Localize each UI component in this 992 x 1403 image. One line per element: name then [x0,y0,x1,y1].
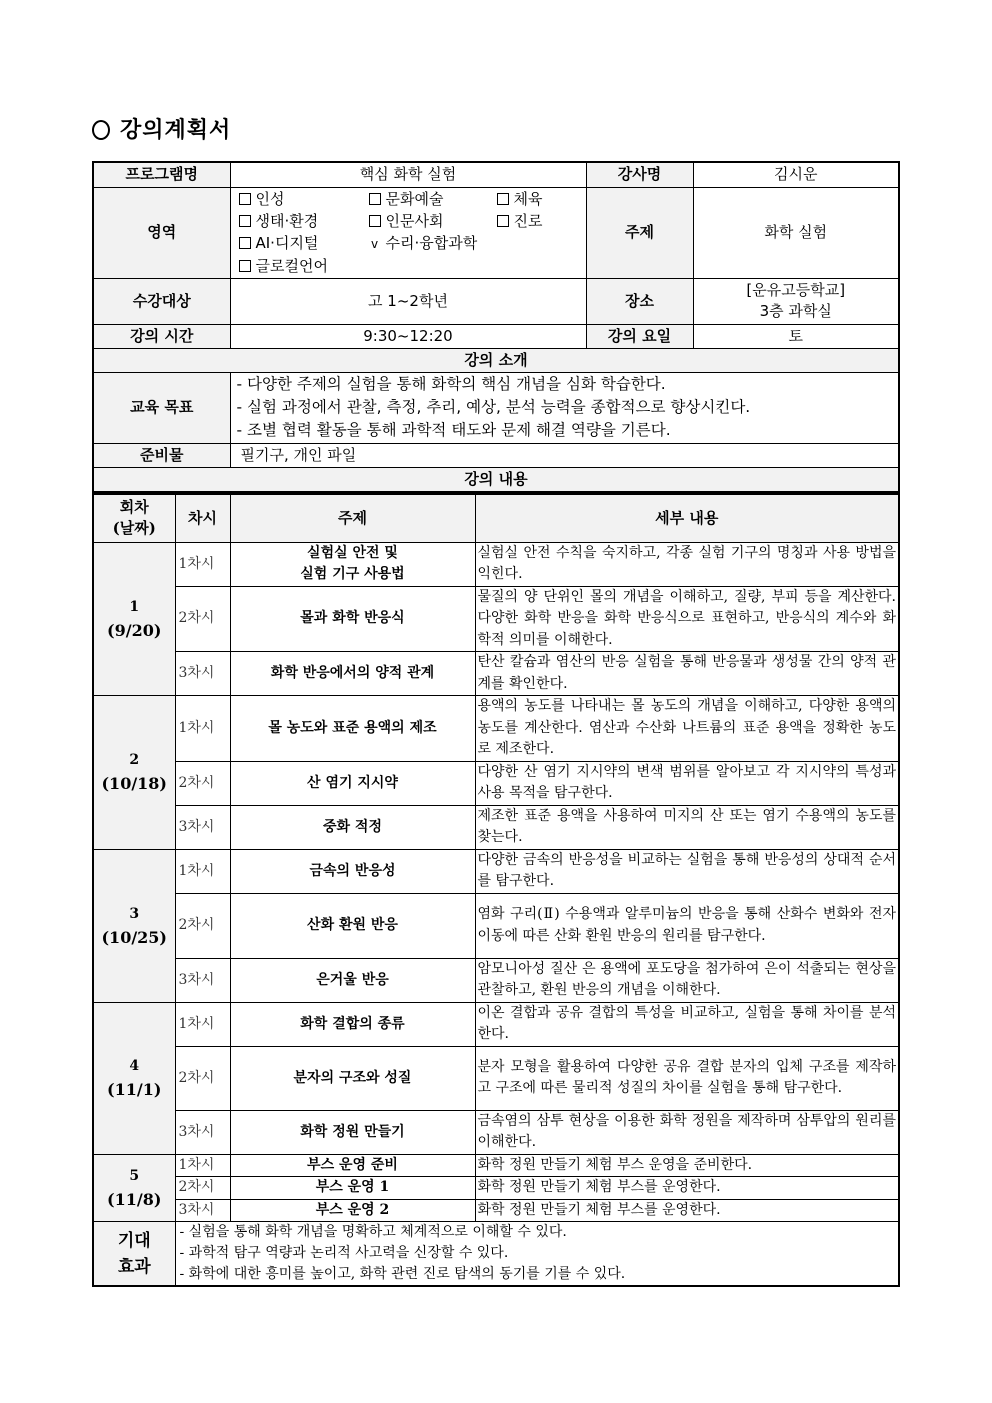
topic-cell: 산화 환원 반응 [230,893,475,958]
checkbox-icon[interactable] [239,215,251,227]
detail-cell: 실험실 안전 수칙을 숙지하고, 각종 실험 기구의 명칭과 사용 방법을 익힌다. [475,542,899,586]
checkbox-icon[interactable] [239,260,251,272]
area-option[interactable]: 글로컬언어 [239,255,586,277]
area-option[interactable]: 문화예술 [369,188,497,210]
day-value: 토 [693,324,899,348]
header-topic: 주제 [230,494,475,542]
checkbox-icon[interactable] [239,193,251,205]
circle-icon [92,120,110,140]
session-cell: 1차시 [175,542,230,586]
session-cell: 3차시 [175,958,230,1002]
effect-item: - 화학에 대한 흥미를 높이고, 화학 관련 진로 탐색의 동기를 기를 수 있다. [179,1266,626,1282]
area-option[interactable]: AI·디지털 [239,232,369,255]
table-row [93,1199,899,1222]
detail-cell: 용액의 농도를 나타내는 몰 농도의 개념을 이해하고, 다양한 용액의 농도를 계산한다. 염산과 수산화 나트륨의 표준 용액을 정확한 농도로 제조한다. [475,696,899,762]
round-cell: 4 (11/1) [93,1002,175,1154]
detail-cell: 탄산 칼슘과 염산의 반응 실험을 통해 반응물과 생성물 간의 양적 관계를 확인한다. [475,652,899,696]
session-cell: 2차시 [175,1177,230,1200]
detail-cell: 다양한 산 염기 지시약의 변색 범위를 알아보고 각 지시약의 특성과 사용 목적을 탐구한다. [475,761,899,805]
subject-value: 화학 실험 [693,187,899,278]
effects-list [175,1222,899,1287]
program-label: 프로그램명 [93,162,230,187]
place-label: 장소 [586,278,693,324]
session-cell: 1차시 [175,849,230,893]
detail-cell: 화학 정원 만들기 체험 부스 운영을 준비한다. [475,1154,899,1177]
area-option[interactable]: 인성 [239,188,369,210]
area-option-selected[interactable]: v 수리·융합과학 [369,232,586,255]
area-option[interactable]: 진로 [497,210,586,232]
goal-item: - 조별 협력 활동을 통해 과학적 태도와 문제 해결 역량을 기른다. [236,421,671,439]
session-cell: 3차시 [175,652,230,696]
effect-item: - 실험을 통해 화학 개념을 명확하고 체계적으로 이해할 수 있다. [179,1224,567,1240]
table-row [93,696,899,762]
instructor-label: 강사명 [586,162,693,187]
detail-cell: 금속염의 삼투 현상을 이용한 화학 정원을 제작하며 삼투압의 원리를 이해한다. [475,1110,899,1154]
target-value: 고 1~2학년 [230,278,586,324]
session-cell: 2차시 [175,761,230,805]
round-cell: 3 (10/25) [93,849,175,1002]
round-cell: 2 (10/18) [93,696,175,850]
checkbox-icon[interactable] [497,193,509,205]
checkbox-icon[interactable] [369,193,381,205]
detail-cell: 물질의 양 단위인 몰의 개념을 이해하고, 질량, 부피 등을 계산한다. 다양한 화학 반응을 화학 반응식으로 표현하고, 반응식의 계수와 화학적 의미를 이해한다. [475,586,899,652]
area-checklist [230,187,586,278]
table-row [93,1177,899,1200]
topic-cell: 화학 반응에서의 양적 관계 [230,652,475,696]
round-cell: 1 (9/20) [93,542,175,696]
table-row [93,849,899,893]
topic-cell: 분자의 구조와 성질 [230,1046,475,1110]
detail-cell: 분자 모형을 활용하여 다양한 공유 결합 분자의 입체 구조를 제작하고 구조에 따른 물리적 성질의 차이를 실험을 통해 탐구한다. [475,1046,899,1110]
topic-cell: 산 염기 지시약 [230,761,475,805]
session-cell: 2차시 [175,893,230,958]
session-cell: 3차시 [175,1110,230,1154]
document-title: 강의계획서 [92,113,231,144]
detail-cell: 암모니아성 질산 은 용액에 포도당을 첨가하여 은이 석출되는 현상을 관찰하고, 환원 반응의 개념을 이해한다. [475,958,899,1002]
table-row [93,586,899,652]
day-label: 강의 요일 [586,324,693,348]
instructor-value: 김시운 [693,162,899,187]
time-value: 9:30~12:20 [230,324,586,348]
time-label: 강의 시간 [93,324,230,348]
session-cell: 1차시 [175,696,230,762]
area-option[interactable]: 생태·환경 [239,210,369,232]
topic-cell: 화학 결합의 종류 [230,1002,475,1046]
table-row [93,1046,899,1110]
topic-cell: 부스 운영 1 [230,1177,475,1200]
detail-cell: 제조한 표준 용액을 사용하여 미지의 산 또는 염기 수용액의 농도를 찾는다. [475,805,899,849]
topic-cell: 중화 적정 [230,805,475,849]
target-label: 수강대상 [93,278,230,324]
header-round: 회차 (날짜) [93,494,175,542]
area-option[interactable]: 체육 [497,188,586,210]
topic-cell: 금속의 반응성 [230,849,475,893]
detail-cell: 이온 결합과 공유 결합의 특성을 비교하고, 실험을 통해 차이를 분석한다. [475,1002,899,1046]
detail-cell: 염화 구리(Ⅱ) 수용액과 알루미늄의 반응을 통해 산화수 변화와 전자 이동에 따른 산화 환원 반응의 원리를 탐구한다. [475,893,899,958]
session-cell: 1차시 [175,1154,230,1177]
table-row [93,1002,899,1046]
goals-list [230,372,899,443]
program-value: 핵심 화학 실험 [230,162,586,187]
checkbox-icon[interactable] [239,237,251,249]
topic-cell: 부스 운영 2 [230,1199,475,1222]
effects-row [93,1222,899,1287]
session-cell: 3차시 [175,1199,230,1222]
area-label: 영역 [93,187,230,278]
header-session: 차시 [175,494,230,542]
session-cell: 1차시 [175,1002,230,1046]
topic-cell: 부스 운영 준비 [230,1154,475,1177]
topic-cell: 몰과 화학 반응식 [230,586,475,652]
goal-item: - 실험 과정에서 관찰, 측정, 추리, 예상, 분석 능력을 종합적으로 향상시킨다. [236,398,751,416]
detail-cell: 다양한 금속의 반응성을 비교하는 실험을 통해 반응성의 상대적 순서를 탐구한다. [475,849,899,893]
area-option[interactable]: 인문사회 [369,210,497,232]
content-section-title: 강의 내용 [93,467,899,492]
session-cell: 3차시 [175,805,230,849]
topic-cell: 은거울 반응 [230,958,475,1002]
subject-label: 주제 [586,187,693,278]
goals-label: 교육 목표 [93,372,230,443]
topic-cell: 몰 농도와 표준 용액의 제조 [230,696,475,762]
table-row [93,1110,899,1154]
header-detail: 세부 내용 [475,494,899,542]
topic-cell: 실험실 안전 및 실험 기구 사용법 [230,542,475,586]
checkbox-icon[interactable] [369,215,381,227]
round-cell: 5 (11/8) [93,1154,175,1222]
materials-value: 필기구, 개인 파일 [230,443,899,467]
table-row [93,893,899,958]
effects-label: 기대 효과 [93,1222,175,1287]
place-value: [운유고등학교] 3층 과학실 [693,278,899,324]
lecture-content-table [92,493,900,1287]
table-row [93,805,899,849]
detail-cell: 화학 정원 만들기 체험 부스를 운영한다. [475,1199,899,1222]
intro-section-title: 강의 소개 [93,348,899,372]
check-mark-icon[interactable]: v [370,237,379,251]
overview-table [92,161,900,493]
goal-item: - 다양한 주제의 실험을 통해 화학의 핵심 개념을 심화 학습한다. [236,375,666,393]
effect-item: - 과학적 탐구 역량과 논리적 사고력을 신장할 수 있다. [179,1245,509,1261]
table-row [93,1154,899,1177]
table-row [93,958,899,1002]
checkbox-icon[interactable] [497,215,509,227]
detail-cell: 화학 정원 만들기 체험 부스를 운영한다. [475,1177,899,1200]
materials-label: 준비물 [93,443,230,467]
topic-cell: 화학 정원 만들기 [230,1110,475,1154]
session-cell: 2차시 [175,1046,230,1110]
session-cell: 2차시 [175,586,230,652]
table-row [93,652,899,696]
table-row [93,542,899,586]
table-row [93,761,899,805]
